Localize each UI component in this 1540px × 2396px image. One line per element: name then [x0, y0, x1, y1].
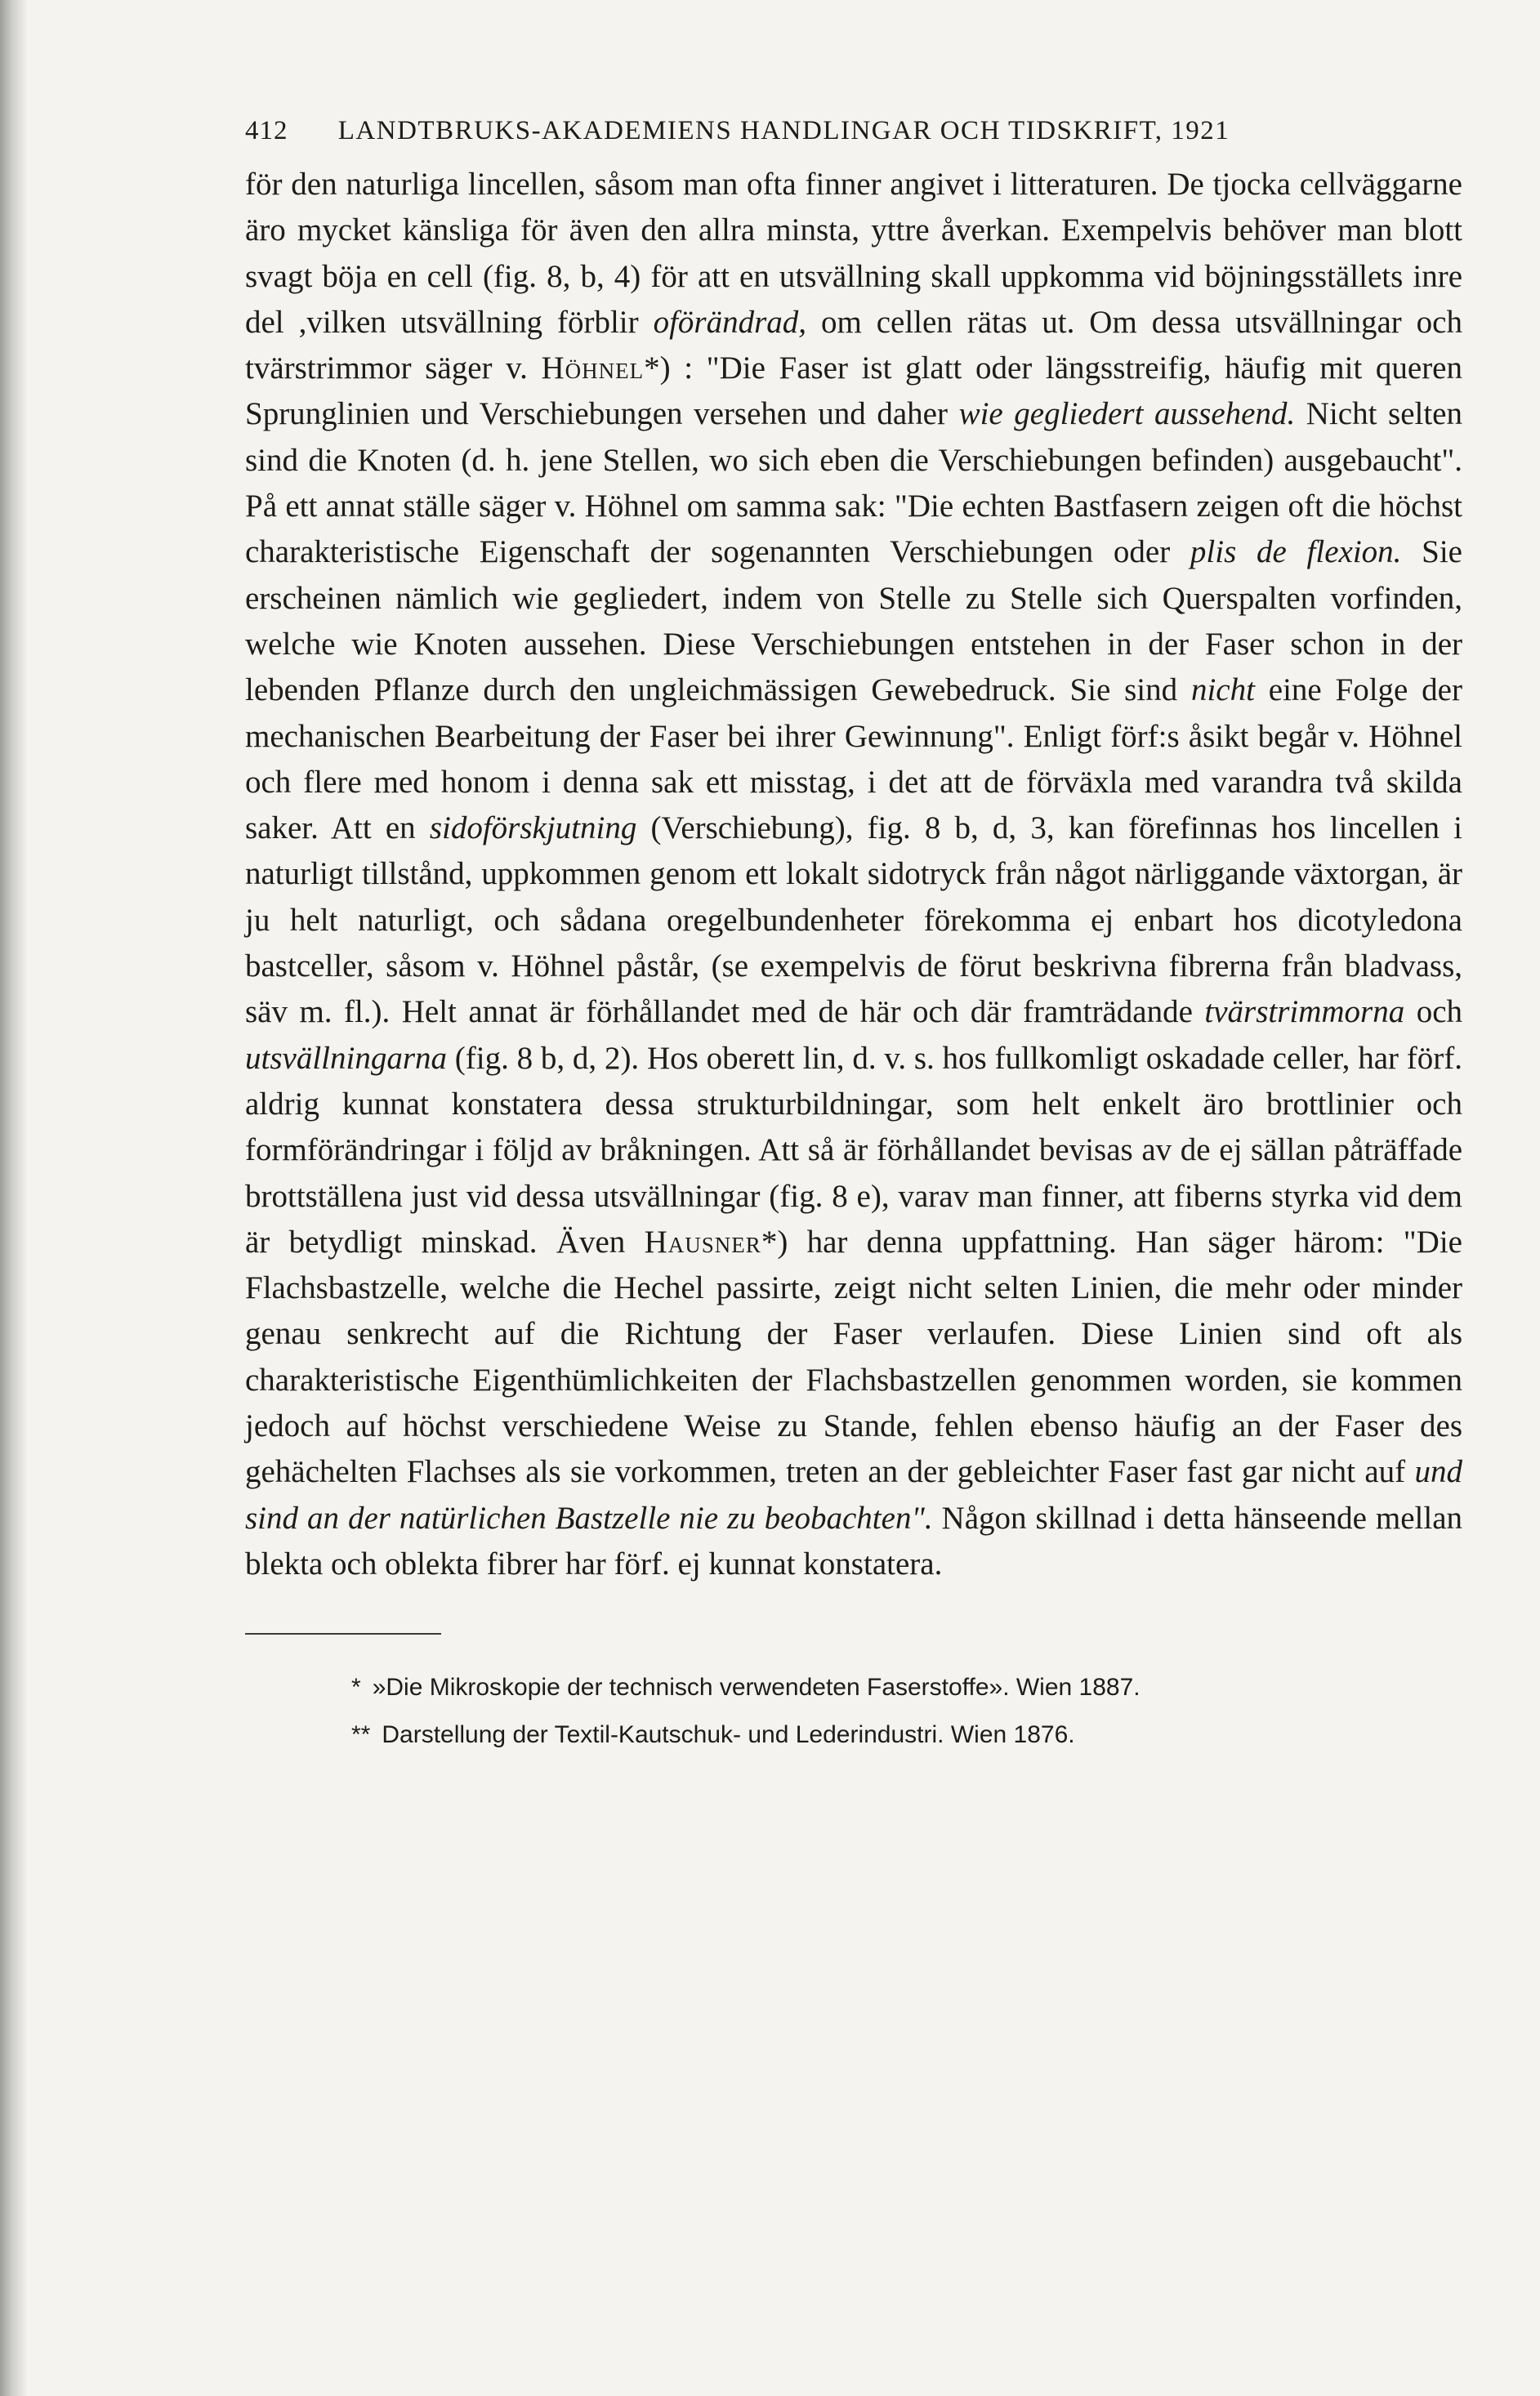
body-text-segment: Nicht selten sind die Knoten (d. h. jene Stellen, wo sich eben die Verschiebungen befinden) ausgebaucht". På ett annat ställe säger v. Höhnel om samma sak: "Die echten Bastfasern zeigen oft die höchst charakteristische Eigenschaft der sogenannten Verschiebungen oder — [245, 396, 1462, 570]
body-text-segment: *) : "Die Faser ist glatt oder längsstreifig, häufig mit queren Sprunglinien und Verschiebungen versehen und daher — [245, 350, 1462, 432]
body-text-segment: Sie erscheinen nämlich wie gegliedert, indem von Stelle zu Stelle sich Querspalten vorfinden, welche wie Knoten aussehen. Diese Verschiebungen entstehen in der Faser schon in der lebenden Pflanze durch den ungleichmässigen Gewebedruck. Sie sind — [245, 534, 1462, 708]
emphasis-text: tvärstrimmorna — [1204, 994, 1405, 1030]
emphasis-text: nicht — [1190, 672, 1255, 708]
emphasis-text: sidoförskjutning — [429, 810, 637, 846]
footnote-text: »Die Mikroskopie der technisch verwendeten Faserstoffe». Wien 1887. — [372, 1674, 1140, 1702]
emphasis-text: und sind an der natürlichen Bastzelle nie zu beobachten". — [245, 1454, 1462, 1536]
body-text-segment: och — [1404, 994, 1463, 1030]
emphasis-text: oförändrad, — [653, 304, 807, 340]
emphasis-text: utsvällningarna — [245, 1040, 448, 1076]
emphasis-text: plis de flexion. — [1190, 534, 1402, 570]
body-text-segment: (Verschiebung), fig. 8 b, d, 3, kan förefinnas hos lincellen i naturligt tillstånd, uppkommen genom ett lokalt sidotryck från något närliggande växtorgan, är ju helt naturligt, och sådana oregelbundenheter förekomma ej enbart hos dicotyledona bastceller, såsom v. Höhnel påstår, (se exempelvis de förut beskrivna fibrerna från bladvass, säv m. fl.). Helt annat är förhållandet med de här och där framträdande — [245, 810, 1462, 1030]
footnote-text: Darstellung der Textil-Kautschuk- und Lederindustri. Wien 1876. — [382, 1721, 1075, 1749]
body-text-segment: *) har denna uppfattning. Han säger härom: "Die Flachsbastzelle, welche die Hechel passirte, zeigt nicht selten Linien, die mehr oder minder genau senkrecht auf die Richtung der Faser verlaufen. Diese Linien sind oft als charakteristische Eigenthümlichkeiten der Flachsbastzellen genommen worden, sie kommen jedoch auf höchst verschiedene Weise zu Stande, fehlen ebenso häufig an der Faser des gehächelten Flachses als sie vorkommen, treten an der gebleichter Faser fast gar nicht auf — [245, 1224, 1462, 1490]
body-text-segment: (fig. 8 b, d, 2). Hos oberett lin, d. v. s. hos fullkomligt oskadade celler, har förf. aldrig kunnat konstatera dessa strukturbildningar, som helt enkelt äro brottlinier och formförändringar i följd av bråkningen. Att så är förhållandet bevisas av de ej sällan påträffade brottställena just vid dessa utsvällningar (fig. 8 e), varav man finner, att fiberns styrka vid dem är betydligt minskad. Även — [245, 1040, 1462, 1260]
emphasis-text: wie gegliedert aussehend. — [958, 396, 1296, 432]
footnote-rule — [245, 1633, 441, 1635]
body-text-segment: eine Folge der mechanischen Bearbeitung der Faser bei ihrer Gewinnung". Enligt förf:s åsikt begår v. Höhnel och flere med honom i denna sak ett misstag, i det att de förväxla med varandra två skilda saker. Att en — [245, 672, 1462, 846]
page-number: 412 — [245, 116, 288, 145]
running-head — [245, 114, 1462, 147]
footnote-mark: ** — [351, 1721, 371, 1749]
body-text-segment: Någon skillnad i detta hänseende mellan blekta och oblekta fibrer har förf. ej kunnat konstatera. — [245, 1500, 1463, 1582]
journal-title: LANDTBRUKS-AKADEMIENS HANDLINGAR OCH TIDSKRIFT, 1921 — [337, 116, 1230, 145]
author-name: Höhnel — [541, 350, 645, 386]
body-text-segment: om cellen rätas ut. Om dessa utsvällningar och tvärstrimmor säger v. — [245, 304, 1462, 386]
footnote-mark: * — [351, 1674, 361, 1702]
footnote — [351, 1664, 1462, 1711]
binding-shadow — [0, 0, 28, 2396]
footnotes — [245, 1664, 1462, 1759]
page — [245, 114, 1462, 1759]
footnote — [351, 1711, 1462, 1759]
body-paragraph — [245, 162, 1462, 1587]
body-text-segment: för den naturliga lincellen, såsom man ofta finner angivet i litteraturen. De tjocka cellväggarne äro mycket känsliga för även den allra minsta, yttre åverkan. Exempelvis behöver man blott svagt böja en cell (fig. 8, b, 4) för att en utsvällning skall uppkomma vid böjningsställets inre del ,vilken utsvällning förblir — [245, 167, 1462, 340]
author-name: Hausner — [644, 1224, 761, 1260]
